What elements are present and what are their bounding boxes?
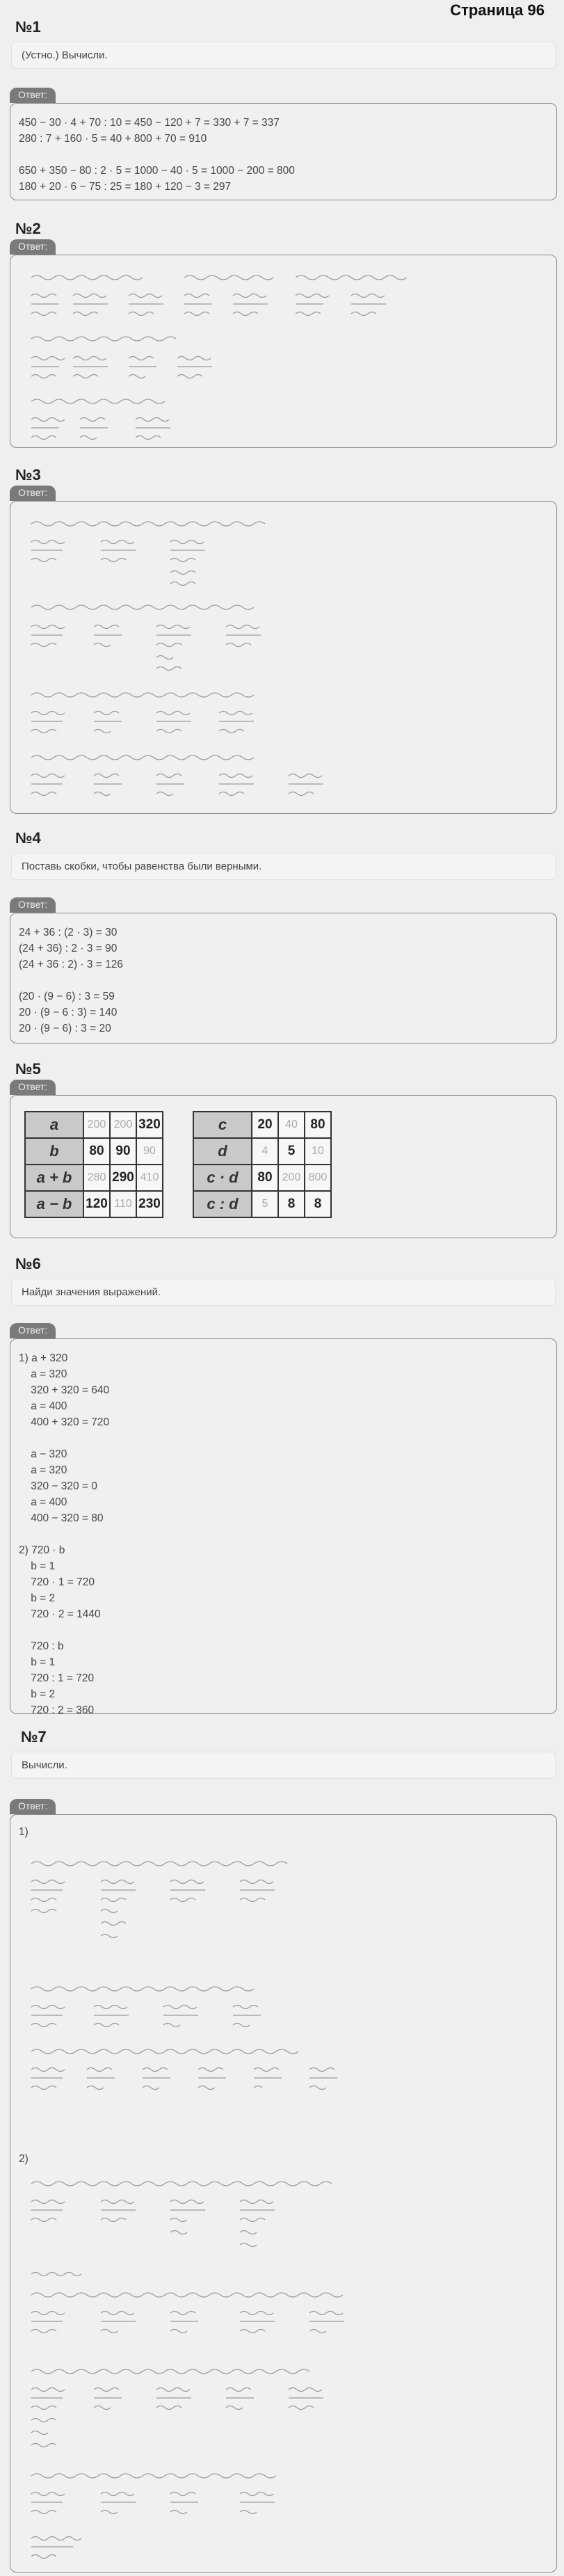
table-row [193, 1165, 331, 1191]
page-label: Страница 96 [450, 1, 545, 19]
task4-instruction: Поставь скобки, чтобы равенства были верными. [11, 853, 556, 880]
task6-answer-box [10, 1338, 557, 1714]
task4-line: 20 · (9 − 6) : 3 = 20 [19, 1023, 111, 1034]
task4-line: (24 + 36) : 2 · 3 = 90 [19, 943, 118, 954]
task6-line [19, 1622, 548, 1638]
task1-line: 450 − 30 · 4 + 70 : 10 = 450 − 120 + 7 = 330 + 7 = 337 [19, 117, 280, 129]
cell: 110 [110, 1191, 136, 1217]
task5-answer-box [10, 1095, 557, 1238]
cell: 8 [278, 1191, 305, 1217]
task6-line: 720 · 1 = 720 [19, 1576, 95, 1588]
task6-answer-tab: Ответ: [10, 1323, 56, 1338]
table-row [25, 1138, 163, 1165]
table-row [25, 1112, 163, 1138]
task1-instruction: (Устно.) Вычисли. [11, 42, 556, 69]
table-row [193, 1138, 331, 1165]
task6-instruction: Найди значения выражений. [11, 1279, 556, 1306]
task6-line: 400 − 320 = 80 [19, 1512, 104, 1524]
cell: 80 [252, 1165, 278, 1191]
task6-lines [10, 1339, 556, 1729]
task2-handwritten-work [10, 255, 557, 448]
cell: 290 [110, 1165, 136, 1191]
task1-line: 180 + 20 · 6 − 75 : 25 = 180 + 120 − 3 = 297 [19, 181, 232, 193]
handwriting-image [10, 255, 555, 446]
cell: 280 [83, 1165, 110, 1191]
handwriting-image [10, 1815, 555, 2570]
task4-lines [10, 913, 556, 1048]
task6-line: b = 1 [19, 1560, 56, 1572]
task7-instruction: Вычисли. [11, 1752, 556, 1779]
task1-answer-box [10, 103, 557, 200]
task1-line: 280 : 7 + 160 · 5 = 40 + 800 + 70 = 910 [19, 133, 207, 145]
cell: 5 [252, 1191, 278, 1217]
task3-number: №3 [15, 466, 41, 483]
row-label: a − b [25, 1191, 83, 1217]
task7-answer-tab: Ответ: [10, 1799, 56, 1814]
task6-line: b = 1 [19, 1656, 56, 1668]
task6-line: b = 2 [19, 1592, 56, 1604]
cell: 120 [83, 1191, 110, 1217]
cell: 320 [136, 1112, 163, 1138]
cell: 80 [305, 1112, 331, 1138]
table-row [25, 1165, 163, 1191]
task2-answer-tab: Ответ: [10, 239, 56, 255]
cell: 200 [83, 1112, 110, 1138]
cell: 230 [136, 1191, 163, 1217]
table-row [193, 1112, 331, 1138]
task1-line: 650 + 350 − 80 : 2 · 5 = 1000 − 40 · 5 = 1000 − 200 = 800 [19, 165, 295, 177]
task6-number: №6 [15, 1255, 41, 1272]
row-label: c · d [193, 1165, 252, 1191]
cell: 4 [252, 1138, 278, 1165]
table-row [25, 1191, 163, 1217]
row-label: c : d [193, 1191, 252, 1217]
cell: 8 [305, 1191, 331, 1217]
table-ab [24, 1111, 163, 1218]
task7-part1-label: 1) [19, 1826, 29, 1838]
cell: 5 [278, 1138, 305, 1165]
cell: 200 [110, 1112, 136, 1138]
cell: 90 [110, 1138, 136, 1165]
task1-answer-tab: Ответ: [10, 88, 56, 103]
row-label: d [193, 1138, 252, 1165]
task5-answer-tab: Ответ: [10, 1080, 56, 1095]
task6-line: 720 : b [19, 1640, 64, 1652]
task6-line: 720 · 2 = 1440 [19, 1608, 101, 1620]
table-row [193, 1191, 331, 1217]
task4-answer-box [10, 913, 557, 1043]
task4-answer-tab: Ответ: [10, 897, 56, 913]
task6-line: a = 400 [19, 1496, 67, 1508]
task4-line: 20 · (9 − 6 : 3) = 140 [19, 1007, 118, 1018]
task6-line [19, 1430, 548, 1446]
task5-number: №5 [15, 1060, 41, 1078]
task6-line: 320 + 320 = 640 [19, 1384, 110, 1396]
cell: 20 [252, 1112, 278, 1138]
task4-line: (24 + 36 : 2) · 3 = 126 [19, 959, 123, 970]
task6-line [19, 1526, 548, 1542]
task6-line: a = 320 [19, 1368, 67, 1380]
task6-line: a = 400 [19, 1400, 67, 1412]
task6-line: 720 : 1 = 720 [19, 1672, 95, 1684]
task6-line: 400 + 320 = 720 [19, 1416, 110, 1428]
task6-line: a = 320 [19, 1464, 67, 1476]
task6-line: 1) a + 320 [19, 1352, 68, 1364]
task1-lines [10, 104, 556, 206]
task1-number: №1 [15, 18, 41, 35]
task6-line: 2) 720 · b [19, 1544, 65, 1556]
task4-line [19, 973, 548, 989]
cell: 200 [278, 1165, 305, 1191]
row-label: a [25, 1112, 83, 1138]
task7-part2-label: 2) [19, 2153, 29, 2165]
task6-line: 320 − 320 = 0 [19, 1480, 97, 1492]
cell: 10 [305, 1138, 331, 1165]
task4-line: 24 + 36 : (2 · 3) = 30 [19, 927, 118, 938]
task7-handwritten-work [10, 1814, 557, 2573]
cell: 40 [278, 1112, 305, 1138]
task6-line: b = 2 [19, 1688, 56, 1700]
row-label: b [25, 1138, 83, 1165]
task3-handwritten-work [10, 501, 557, 814]
task6-line: 720 : 2 = 360 [19, 1704, 95, 1716]
handwriting-image [10, 502, 555, 812]
task6-line: a − 320 [19, 1448, 67, 1460]
task3-answer-tab: Ответ: [10, 486, 56, 501]
task1-line [19, 147, 548, 163]
row-label: c [193, 1112, 252, 1138]
task4-number: №4 [15, 829, 41, 847]
table-cd [193, 1111, 332, 1218]
cell: 80 [83, 1138, 110, 1165]
task7-number: №7 [21, 1728, 47, 1745]
cell: 90 [136, 1138, 163, 1165]
cell: 410 [136, 1165, 163, 1191]
cell: 800 [305, 1165, 331, 1191]
row-label: a + b [25, 1165, 83, 1191]
task4-line: (20 · (9 − 6) : 3 = 59 [19, 991, 115, 1002]
task2-number: №2 [15, 220, 41, 237]
